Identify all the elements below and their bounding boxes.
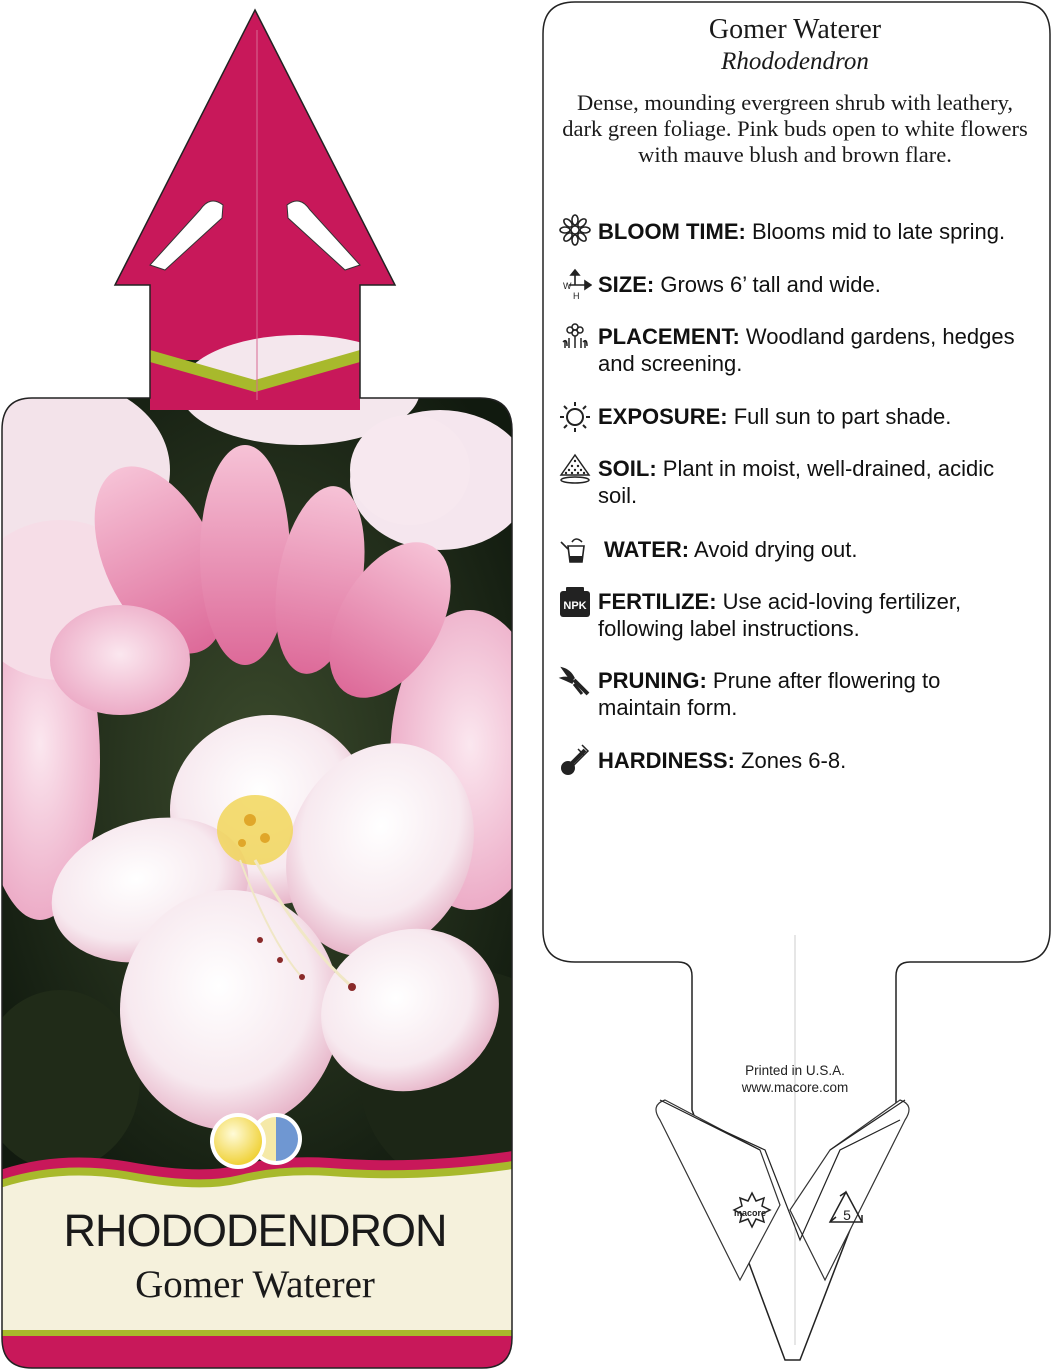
plant-name: RHODODENDRON	[63, 1205, 447, 1256]
website: www.macore.com	[741, 1080, 849, 1095]
care-label: BLOOM TIME:	[598, 219, 746, 244]
care-label: PRUNING:	[598, 668, 707, 693]
back-title: Gomer Waterer	[708, 14, 882, 45]
watering-can-icon	[558, 532, 592, 566]
care-text: Avoid drying out.	[689, 537, 858, 562]
size-icon	[558, 268, 592, 302]
care-size	[598, 271, 1038, 298]
care-bloom-time	[598, 218, 1038, 245]
care-label: FERTILIZE:	[598, 589, 717, 614]
care-text: Full sun to part shade.	[727, 404, 952, 429]
sun-icon	[558, 400, 592, 434]
care-text: Zones 6-8.	[734, 748, 847, 773]
care-exposure	[598, 403, 1038, 430]
flower-icon	[558, 213, 592, 247]
placement-icon	[558, 318, 592, 352]
thermometer-icon	[558, 742, 592, 776]
care-fertilize	[598, 588, 998, 642]
npk-fertilizer-icon	[558, 585, 592, 619]
size-icon-w: W	[563, 281, 572, 291]
back-subtitle: Rhododendron	[721, 48, 869, 75]
cultivar-name: Gomer Waterer	[135, 1263, 375, 1306]
care-label: PLACEMENT:	[598, 324, 740, 349]
care-hardiness	[598, 747, 1038, 774]
printed-in: Printed in U.S.A.	[745, 1063, 845, 1078]
care-text: Prune after flowering to maintain form.	[598, 668, 941, 720]
care-water	[604, 536, 1044, 563]
care-label: SIZE:	[598, 272, 655, 297]
soil-icon	[558, 451, 592, 485]
care-text: Woodland gardens, hedges and screening.	[598, 324, 1015, 376]
care-label: SOIL:	[598, 456, 657, 481]
care-placement	[598, 323, 1023, 377]
care-label: HARDINESS:	[598, 748, 735, 773]
care-text: Grows 6’ tall and wide.	[654, 272, 881, 297]
care-pruning	[598, 667, 978, 721]
npk-text: NPK	[563, 600, 587, 612]
recycle-number: 5	[843, 1207, 851, 1223]
care-text: Blooms mid to late spring.	[745, 219, 1006, 244]
pruner-icon	[558, 664, 592, 698]
plant-description: Dense, mounding evergreen shrub with leathery, dark green foliage. Pink buds open to white flowers with mauve blush and brown flare.	[562, 90, 1028, 167]
care-label: EXPOSURE:	[598, 404, 728, 429]
care-text: Use acid-loving fertilizer, following label instructions.	[598, 589, 962, 641]
care-soil	[598, 455, 1023, 509]
macore-logo-text: macore	[733, 1208, 767, 1218]
size-icon-h: H	[573, 291, 580, 301]
care-text: Plant in moist, well-drained, acidic soil.	[598, 456, 995, 508]
care-label: WATER:	[604, 537, 690, 562]
